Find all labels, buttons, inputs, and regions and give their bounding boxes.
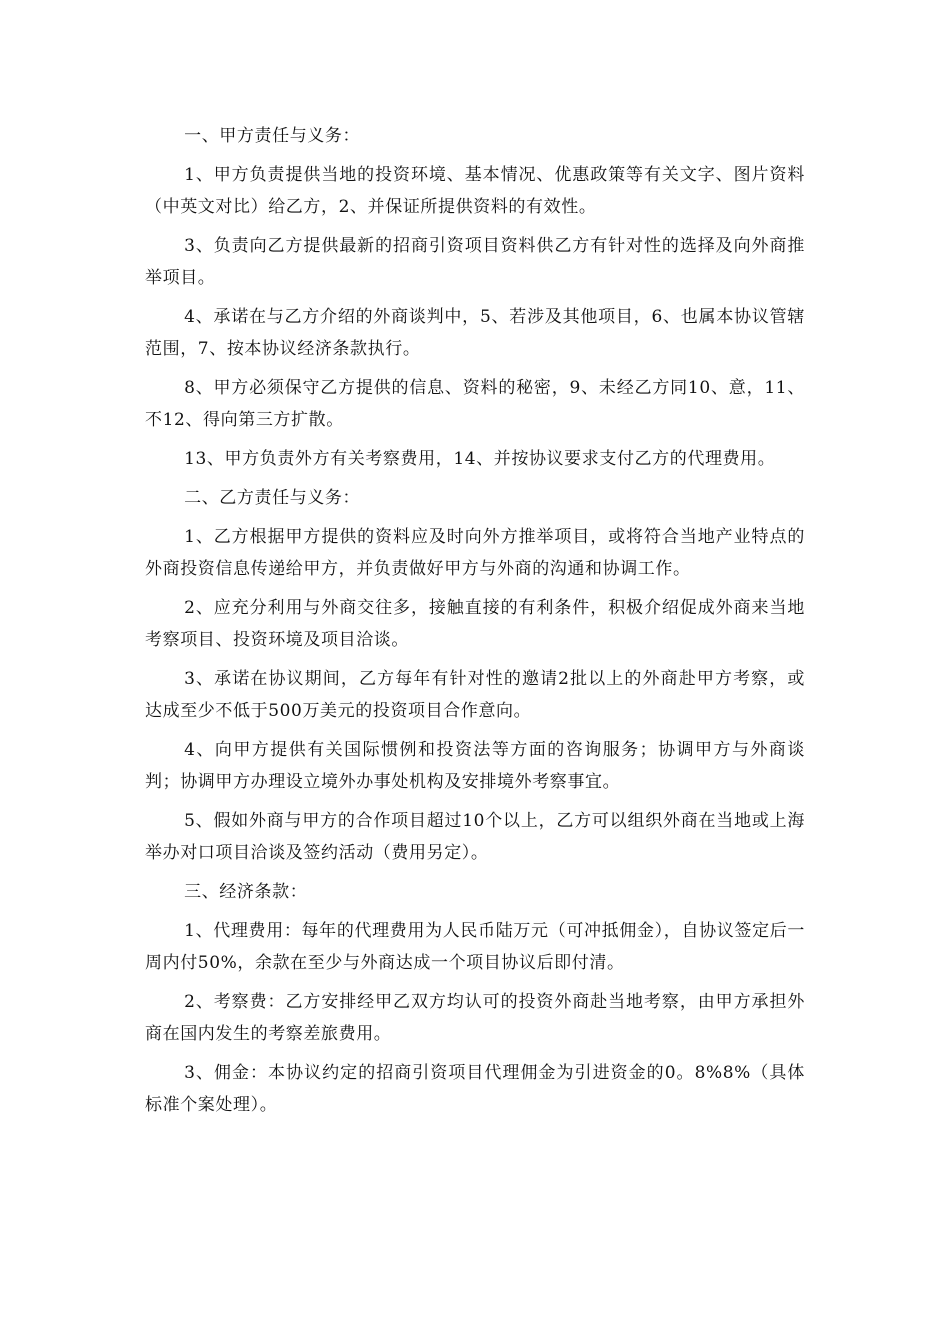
clause-a-1: 1、甲方负责提供当地的投资环境、基本情况、优惠政策等有关文字、图片资料（中英文对比）给乙方，2、并保证所提供资料的有效性。 — [145, 165, 805, 217]
clause-b-1: 1、乙方根据甲方提供的资料应及时向外方推举项目，或将符合当地产业特点的外商投资信息传递给甲方，并负责做好甲方与外商的沟通和协调工作。 — [145, 527, 805, 579]
clause-a-8: 8、甲方必须保守乙方提供的信息、资料的秘密，9、未经乙方同10、意，11、不12、得向第三方扩散。 — [145, 378, 805, 430]
document-body — [145, 120, 805, 1128]
clause-b-4: 4、向甲方提供有关国际惯例和投资法等方面的咨询服务；协调甲方与外商谈判；协调甲方办理设立境外办事处机构及安排境外考察事宜。 — [145, 740, 805, 792]
clause-c-3: 3、佣金：本协议约定的招商引资项目代理佣金为引进资金的0。8%8%（具体标准个案处理）。 — [145, 1063, 805, 1115]
clause-c-1: 1、代理费用：每年的代理费用为人民币陆万元（可冲抵佣金），自协议签定后一周内付50%，余款在至少与外商达成一个项目协议后即付清。 — [145, 921, 805, 973]
section-heading-economic-terms: 三、经济条款： — [184, 882, 308, 902]
clause-b-2: 2、应充分利用与外商交往多，接触直接的有利条件，积极介绍促成外商来当地考察项目、投资环境及项目洽谈。 — [145, 598, 805, 650]
clause-b-5: 5、假如外商与甲方的合作项目超过10个以上，乙方可以组织外商在当地或上海举办对口项目洽谈及签约活动（费用另定）。 — [145, 811, 805, 863]
section-heading-party-a: 一、甲方责任与义务： — [184, 126, 361, 146]
clause-a-4: 4、承诺在与乙方介绍的外商谈判中，5、若涉及其他项目，6、也属本协议管辖范围，7、按本协议经济条款执行。 — [145, 307, 805, 359]
clause-b-3: 3、承诺在协议期间，乙方每年有针对性的邀请2批以上的外商赴甲方考察，或达成至少不低于500万美元的投资项目合作意向。 — [145, 669, 805, 721]
section-heading-party-b: 二、乙方责任与义务： — [184, 488, 361, 508]
clause-c-2: 2、考察费：乙方安排经甲乙双方均认可的投资外商赴当地考察，由甲方承担外商在国内发生的考察差旅费用。 — [145, 992, 805, 1044]
clause-a-13: 13、甲方负责外方有关考察费用，14、并按协议要求支付乙方的代理费用。 — [184, 449, 776, 469]
clause-a-3: 3、负责向乙方提供最新的招商引资项目资料供乙方有针对性的选择及向外商推举项目。 — [145, 236, 805, 288]
